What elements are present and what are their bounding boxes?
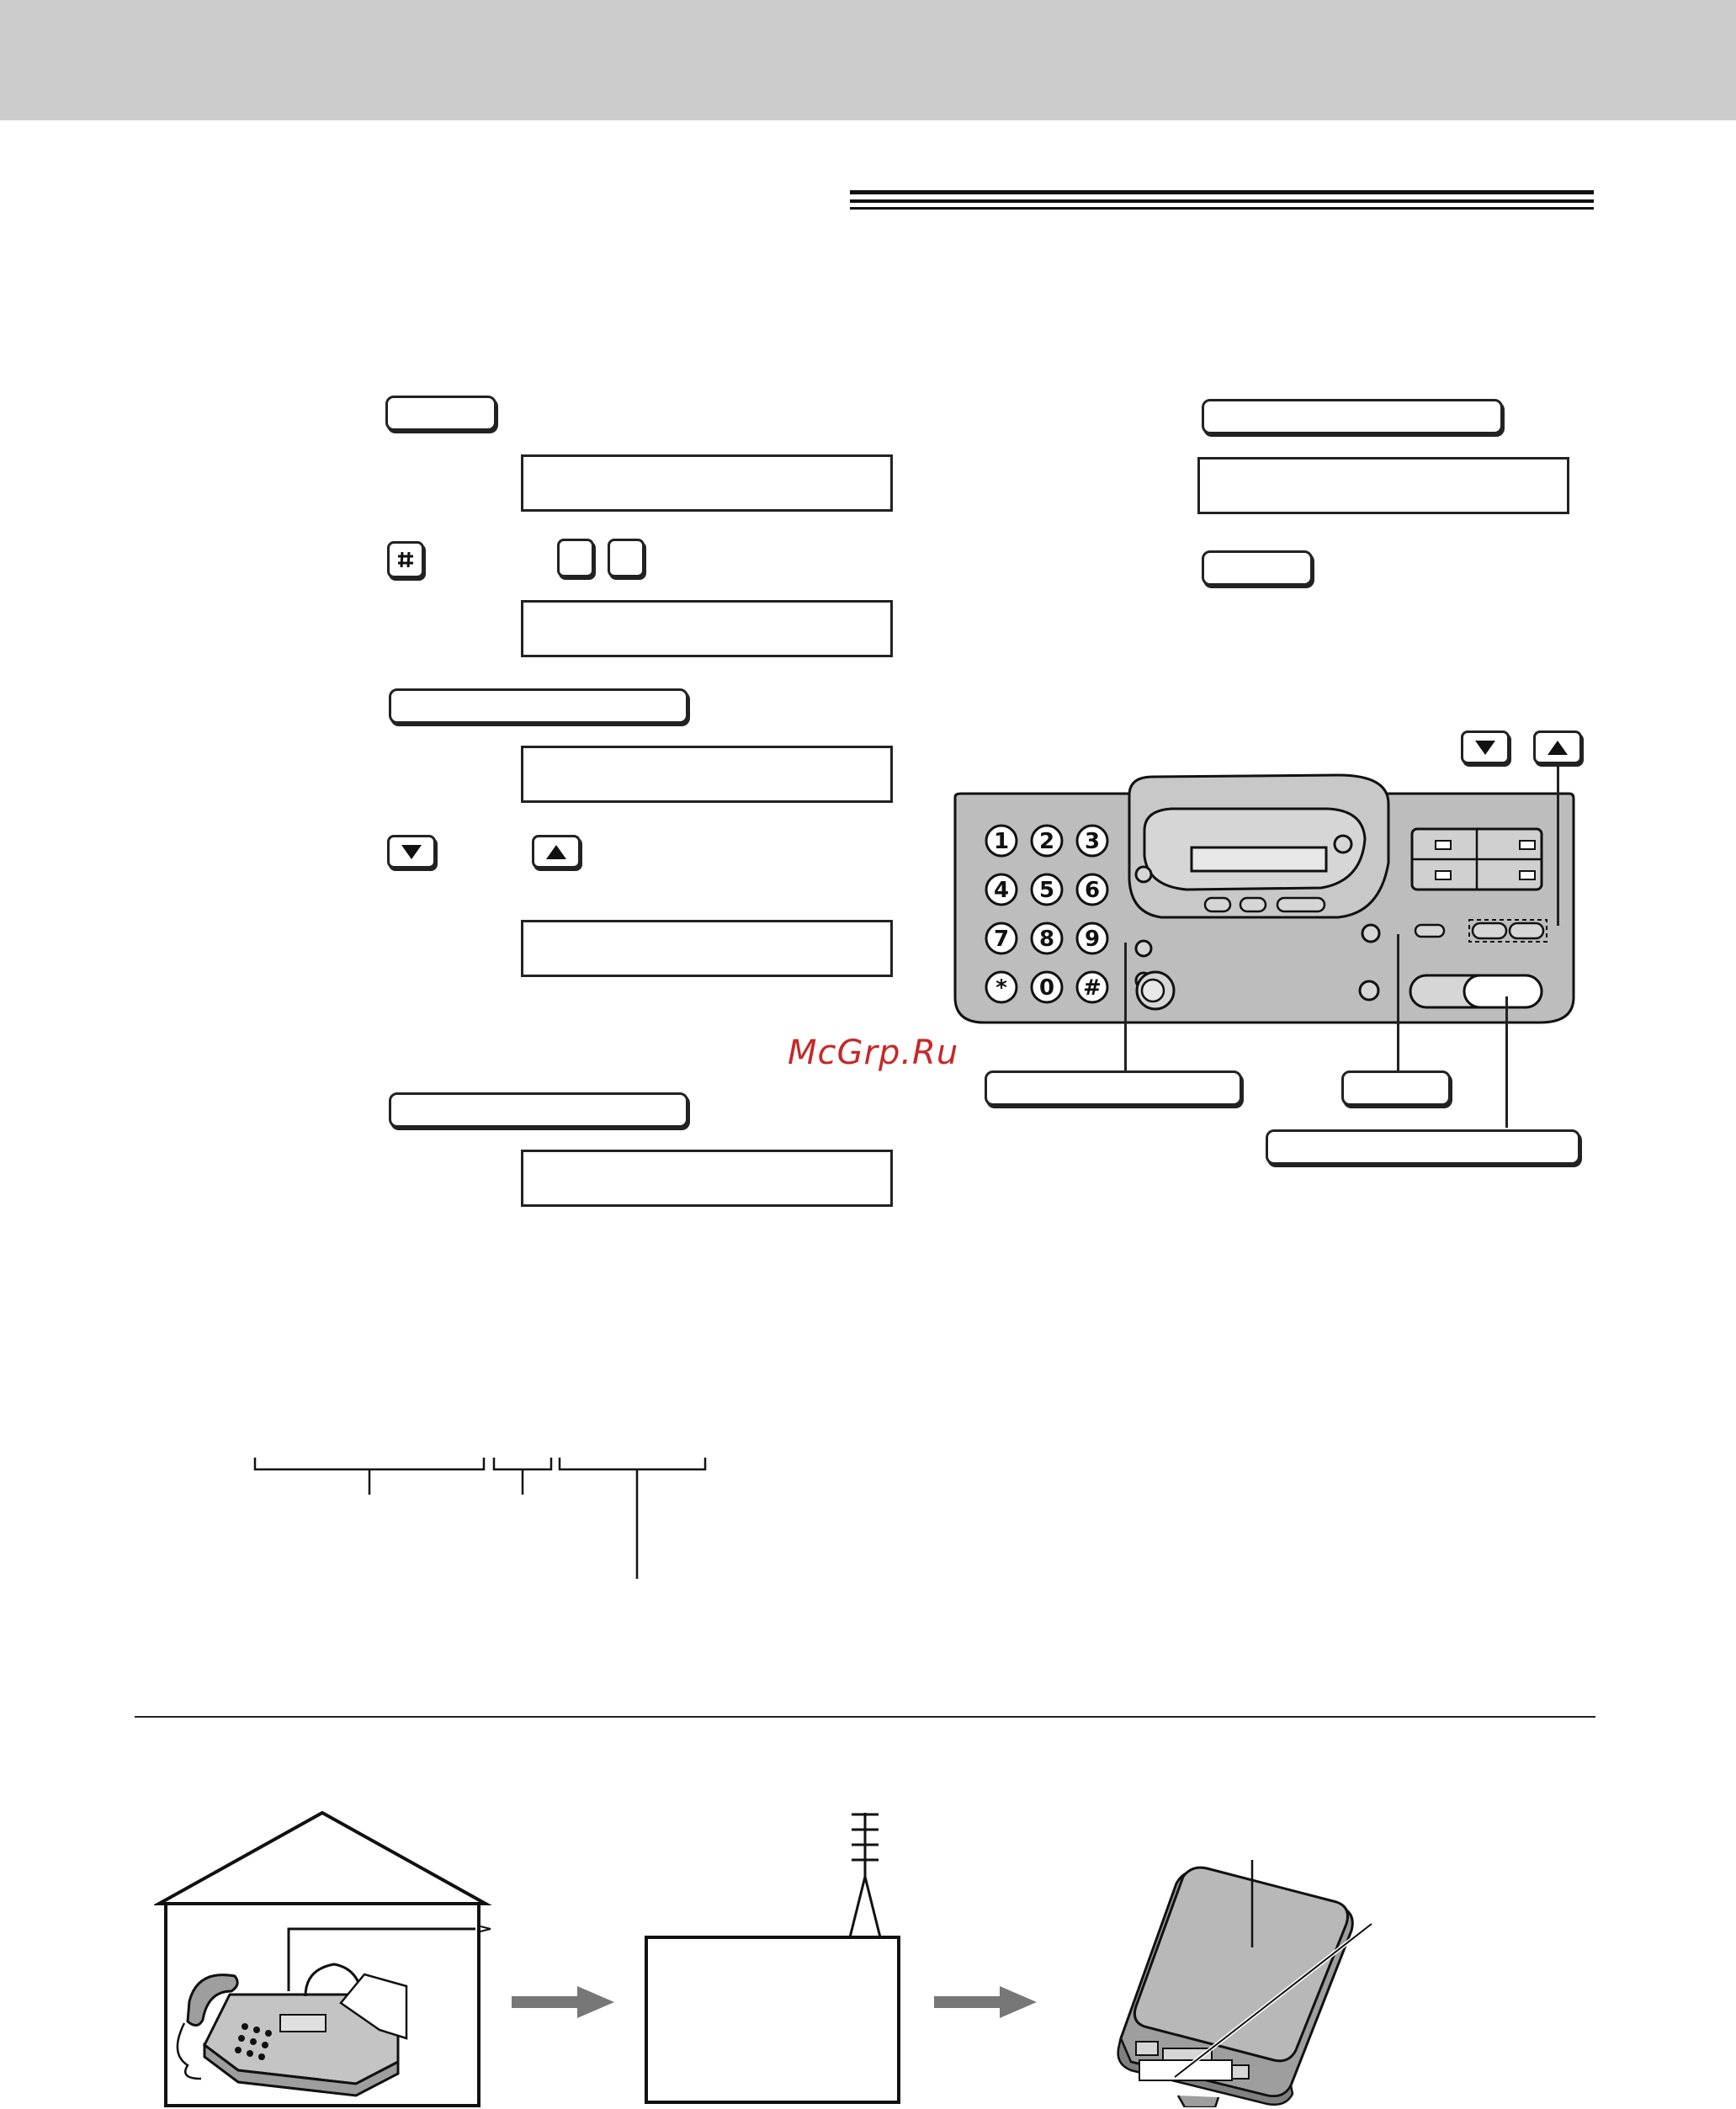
heading-rule-middle [850,199,1594,203]
fax-control-panel [951,770,1578,1048]
keypad-key-label: 2 [1038,829,1055,854]
keypad-key-label: 9 [1084,927,1101,952]
number-format-bracket-diagram [248,1456,719,1582]
up-arrow-key-icon [1544,737,1571,757]
step2-hash-key[interactable] [387,541,424,578]
keypad-key-label: 6 [1084,878,1101,903]
step5-set-button[interactable] [389,1092,688,1128]
keypad-key-label: 8 [1038,927,1055,952]
flow-arrow-icon [510,1984,616,2020]
callout-line-right [1505,996,1508,1128]
antenna-tower-icon [643,1809,904,2106]
step6-display-box [1197,457,1569,514]
step5-display-box [521,1150,893,1207]
step4-up-key[interactable] [532,835,581,869]
callout-line-mid [1397,934,1399,1072]
callout-label-right [1266,1129,1580,1165]
keypad-key-label: 0 [1038,975,1055,1001]
callout-label-left [985,1070,1242,1106]
up-arrow-key-icon [543,842,570,862]
keypad-key-label: 7 [993,927,1010,952]
keypad-key-label: 4 [993,878,1010,903]
step6-set-button[interactable] [1202,399,1503,434]
step3-display-box [521,746,893,803]
watermark-text: McGrp.Ru [788,1033,959,1072]
section-divider [135,1716,1595,1718]
panel-up-key[interactable] [1533,730,1582,764]
step7-stop-button[interactable] [1202,550,1313,586]
hash-key-icon [396,550,416,570]
callout-line-left [1124,943,1127,1072]
keypad-key-label: 3 [1084,829,1101,854]
down-arrow-key-icon [1472,737,1499,757]
callout-label-mid [1341,1070,1451,1106]
step3-set-button[interactable] [389,688,688,724]
flow-arrow-icon [932,1984,1038,2020]
step2-display-box [521,600,893,657]
step4-down-key[interactable] [387,835,436,869]
step2-digit-key-2[interactable] [608,539,645,577]
heading-rule-bottom [850,207,1594,210]
heading-rule-top [850,190,1594,194]
page-header-band [0,0,1736,120]
step1-display-box [521,454,893,512]
down-arrow-key-icon [398,842,425,862]
pager-device-icon [1111,1843,1388,2107]
step4-display-box [521,920,893,977]
keypad-key-label: 1 [993,829,1010,854]
callout-line-updown [1557,766,1559,926]
step1-function-button[interactable] [385,396,496,431]
keypad-key-label: # [1083,975,1102,1001]
step2-digit-key-1[interactable] [557,539,594,577]
house-icon [154,1809,507,2109]
keypad-key-label: 5 [1038,878,1055,903]
keypad-key-label: * [995,975,1007,1001]
panel-down-key[interactable] [1461,730,1510,764]
